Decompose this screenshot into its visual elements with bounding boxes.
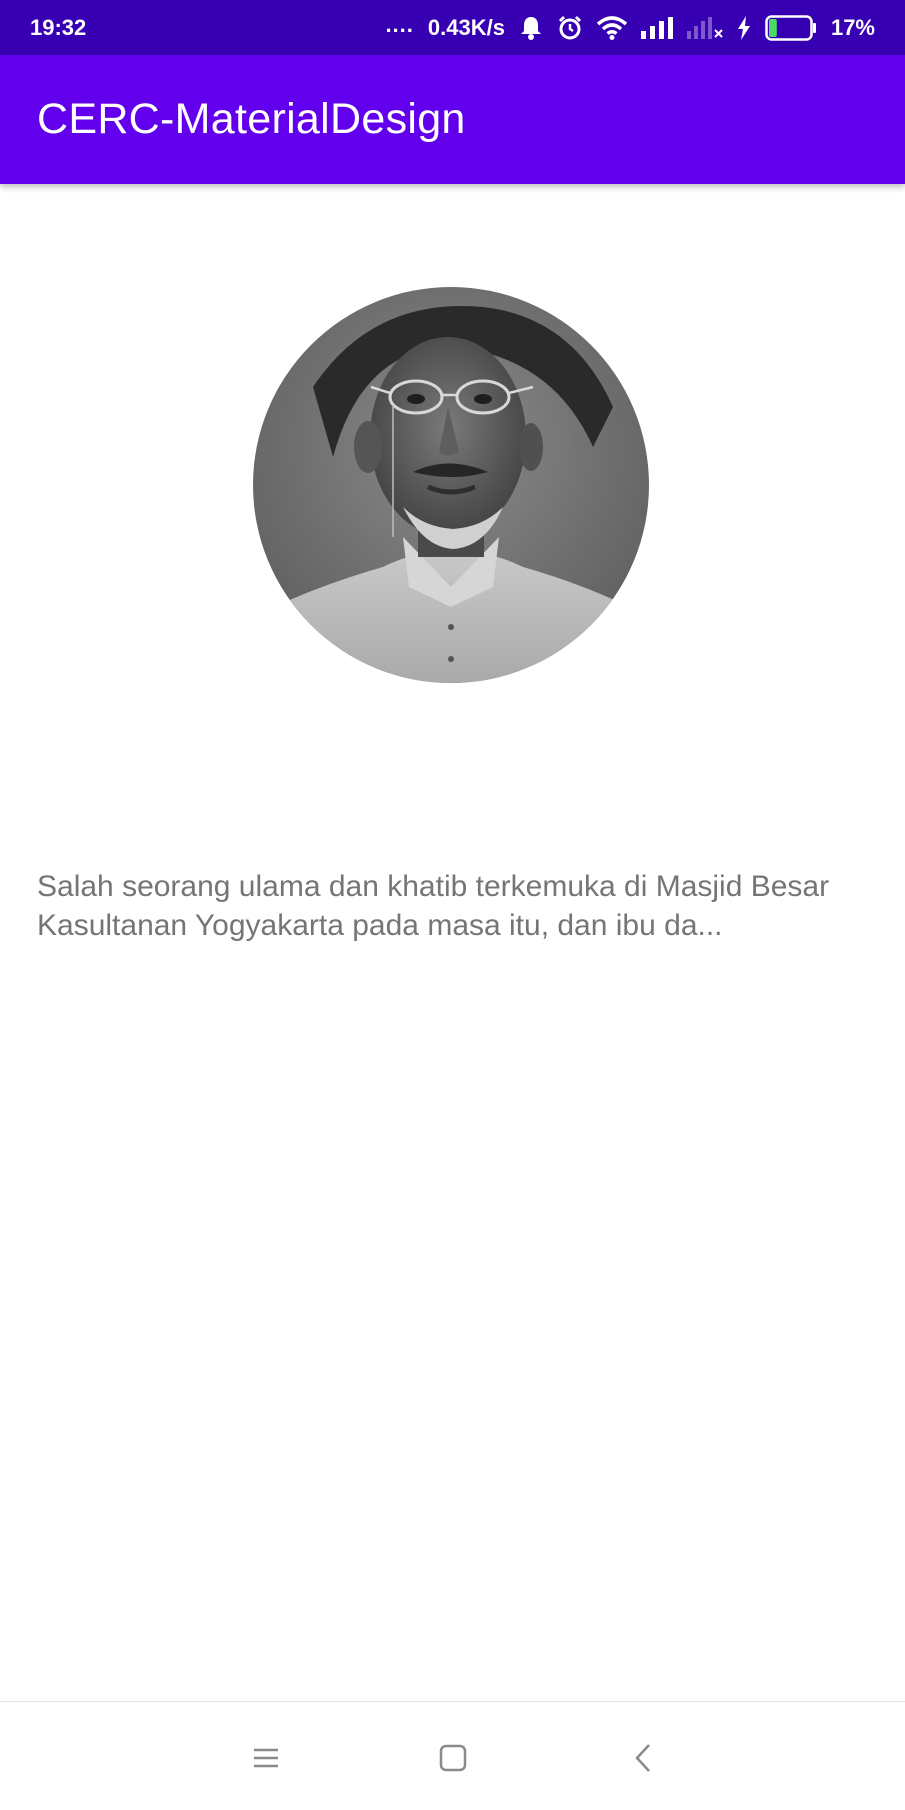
portrait-image[interactable] — [253, 287, 649, 683]
charging-icon — [737, 16, 751, 40]
status-bar — [0, 0, 905, 55]
menu-icon — [248, 1740, 284, 1776]
portrait-photo-icon — [253, 287, 649, 683]
status-icons — [385, 11, 875, 41]
app-title: CERC-MaterialDesign — [37, 95, 466, 143]
signal-no-service-icon — [687, 17, 723, 39]
wifi-icon — [597, 16, 627, 40]
notification-bell-icon — [519, 15, 543, 41]
navigation-bar — [0, 1701, 905, 1810]
description-text: Salah seorang ulama dan khatib terkemuka di Masjid Besar Kasultanan Yogyakarta pada masa itu, dan ibu da... — [37, 870, 830, 942]
app-bar — [0, 55, 905, 184]
network-speed: 0.43K/s — [427, 14, 505, 40]
battery-percent: 17% — [830, 14, 875, 40]
more-notifications-icon: .... — [385, 11, 414, 37]
battery-icon — [765, 15, 817, 41]
menu-button[interactable] — [248, 1740, 284, 1776]
back-icon — [626, 1740, 662, 1776]
signal-icon — [641, 17, 673, 39]
alarm-clock-icon — [557, 15, 583, 41]
battery-level-fill — [769, 19, 777, 37]
home-icon — [435, 1740, 471, 1776]
home-button[interactable] — [435, 1740, 471, 1776]
back-button[interactable] — [626, 1740, 662, 1776]
status-time: 19:32 — [30, 14, 87, 40]
